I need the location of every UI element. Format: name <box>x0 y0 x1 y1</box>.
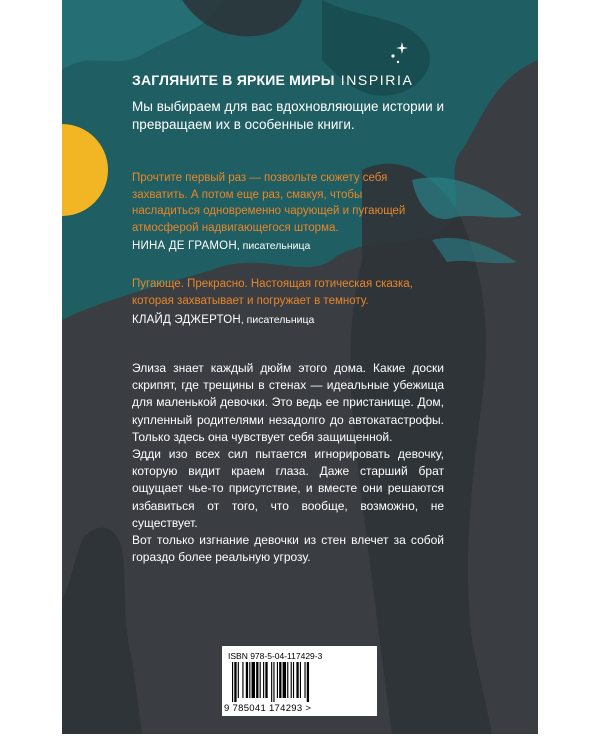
series-heading <box>132 72 413 88</box>
author-role: , писательница <box>236 240 311 252</box>
author-name: НИНА ДЕ ГРАМОН <box>132 240 237 252</box>
publisher-brand: INSPIRIA <box>340 72 414 88</box>
publisher-tagline: Мы выбираем для вас вдохновляющие истории и превращаем их в особенные книги. <box>132 99 445 132</box>
description-paragraph: Эдди изо всех сил пытается игнорировать девочку, которую видит краем глаза. Даже старший брат ощущает чье-то присутствие, и вместе они решаются избавиться от того, что вообще, возможно, не существует. <box>132 447 444 530</box>
review-author <box>132 240 310 252</box>
author-role: , писательница <box>240 314 315 326</box>
isbn-label: ISBN 978-5-04-117429-3 <box>228 651 323 661</box>
isbn-barcode <box>222 646 377 716</box>
sparkle-icon <box>388 40 410 66</box>
barcode-number: 9 785041 174293 > <box>224 703 312 714</box>
description-paragraph: Вот только изгнание девочки из стен влечет за собой гораздо более реальную угрозу. <box>132 533 444 565</box>
description-paragraph: Элиза знает каждый дюйм этого дома. Какие доски скрипят, где трещины в стенах — идеальные убежища для маленькой девочки. Это ведь ее пристанище. Дом, купленный родителями незадолго до автокатастрофы. Только здесь она чувствует себя защищенной. <box>132 361 444 444</box>
review-author <box>132 314 314 326</box>
book-description <box>132 360 444 566</box>
barcode-bars <box>232 662 368 702</box>
author-name: КЛАЙД ЭДЖЕРТОН <box>132 314 241 326</box>
review-quote: Пугающе. Прекрасно. Настоящая готическая сказка, которая захватывает и погружает в темноту. <box>132 278 413 307</box>
review-quote: Прочтите первый раз — позвольте сюжету себя захватить. А потом еще раз, смакуя, чтобы насладиться одновременно чарующей и пугающей атмосферой надвигающегося шторма. <box>132 172 406 234</box>
book-back-cover <box>62 0 538 734</box>
series-lead: ЗАГЛЯНИТЕ В ЯРКИЕ МИРЫ <box>132 72 335 88</box>
